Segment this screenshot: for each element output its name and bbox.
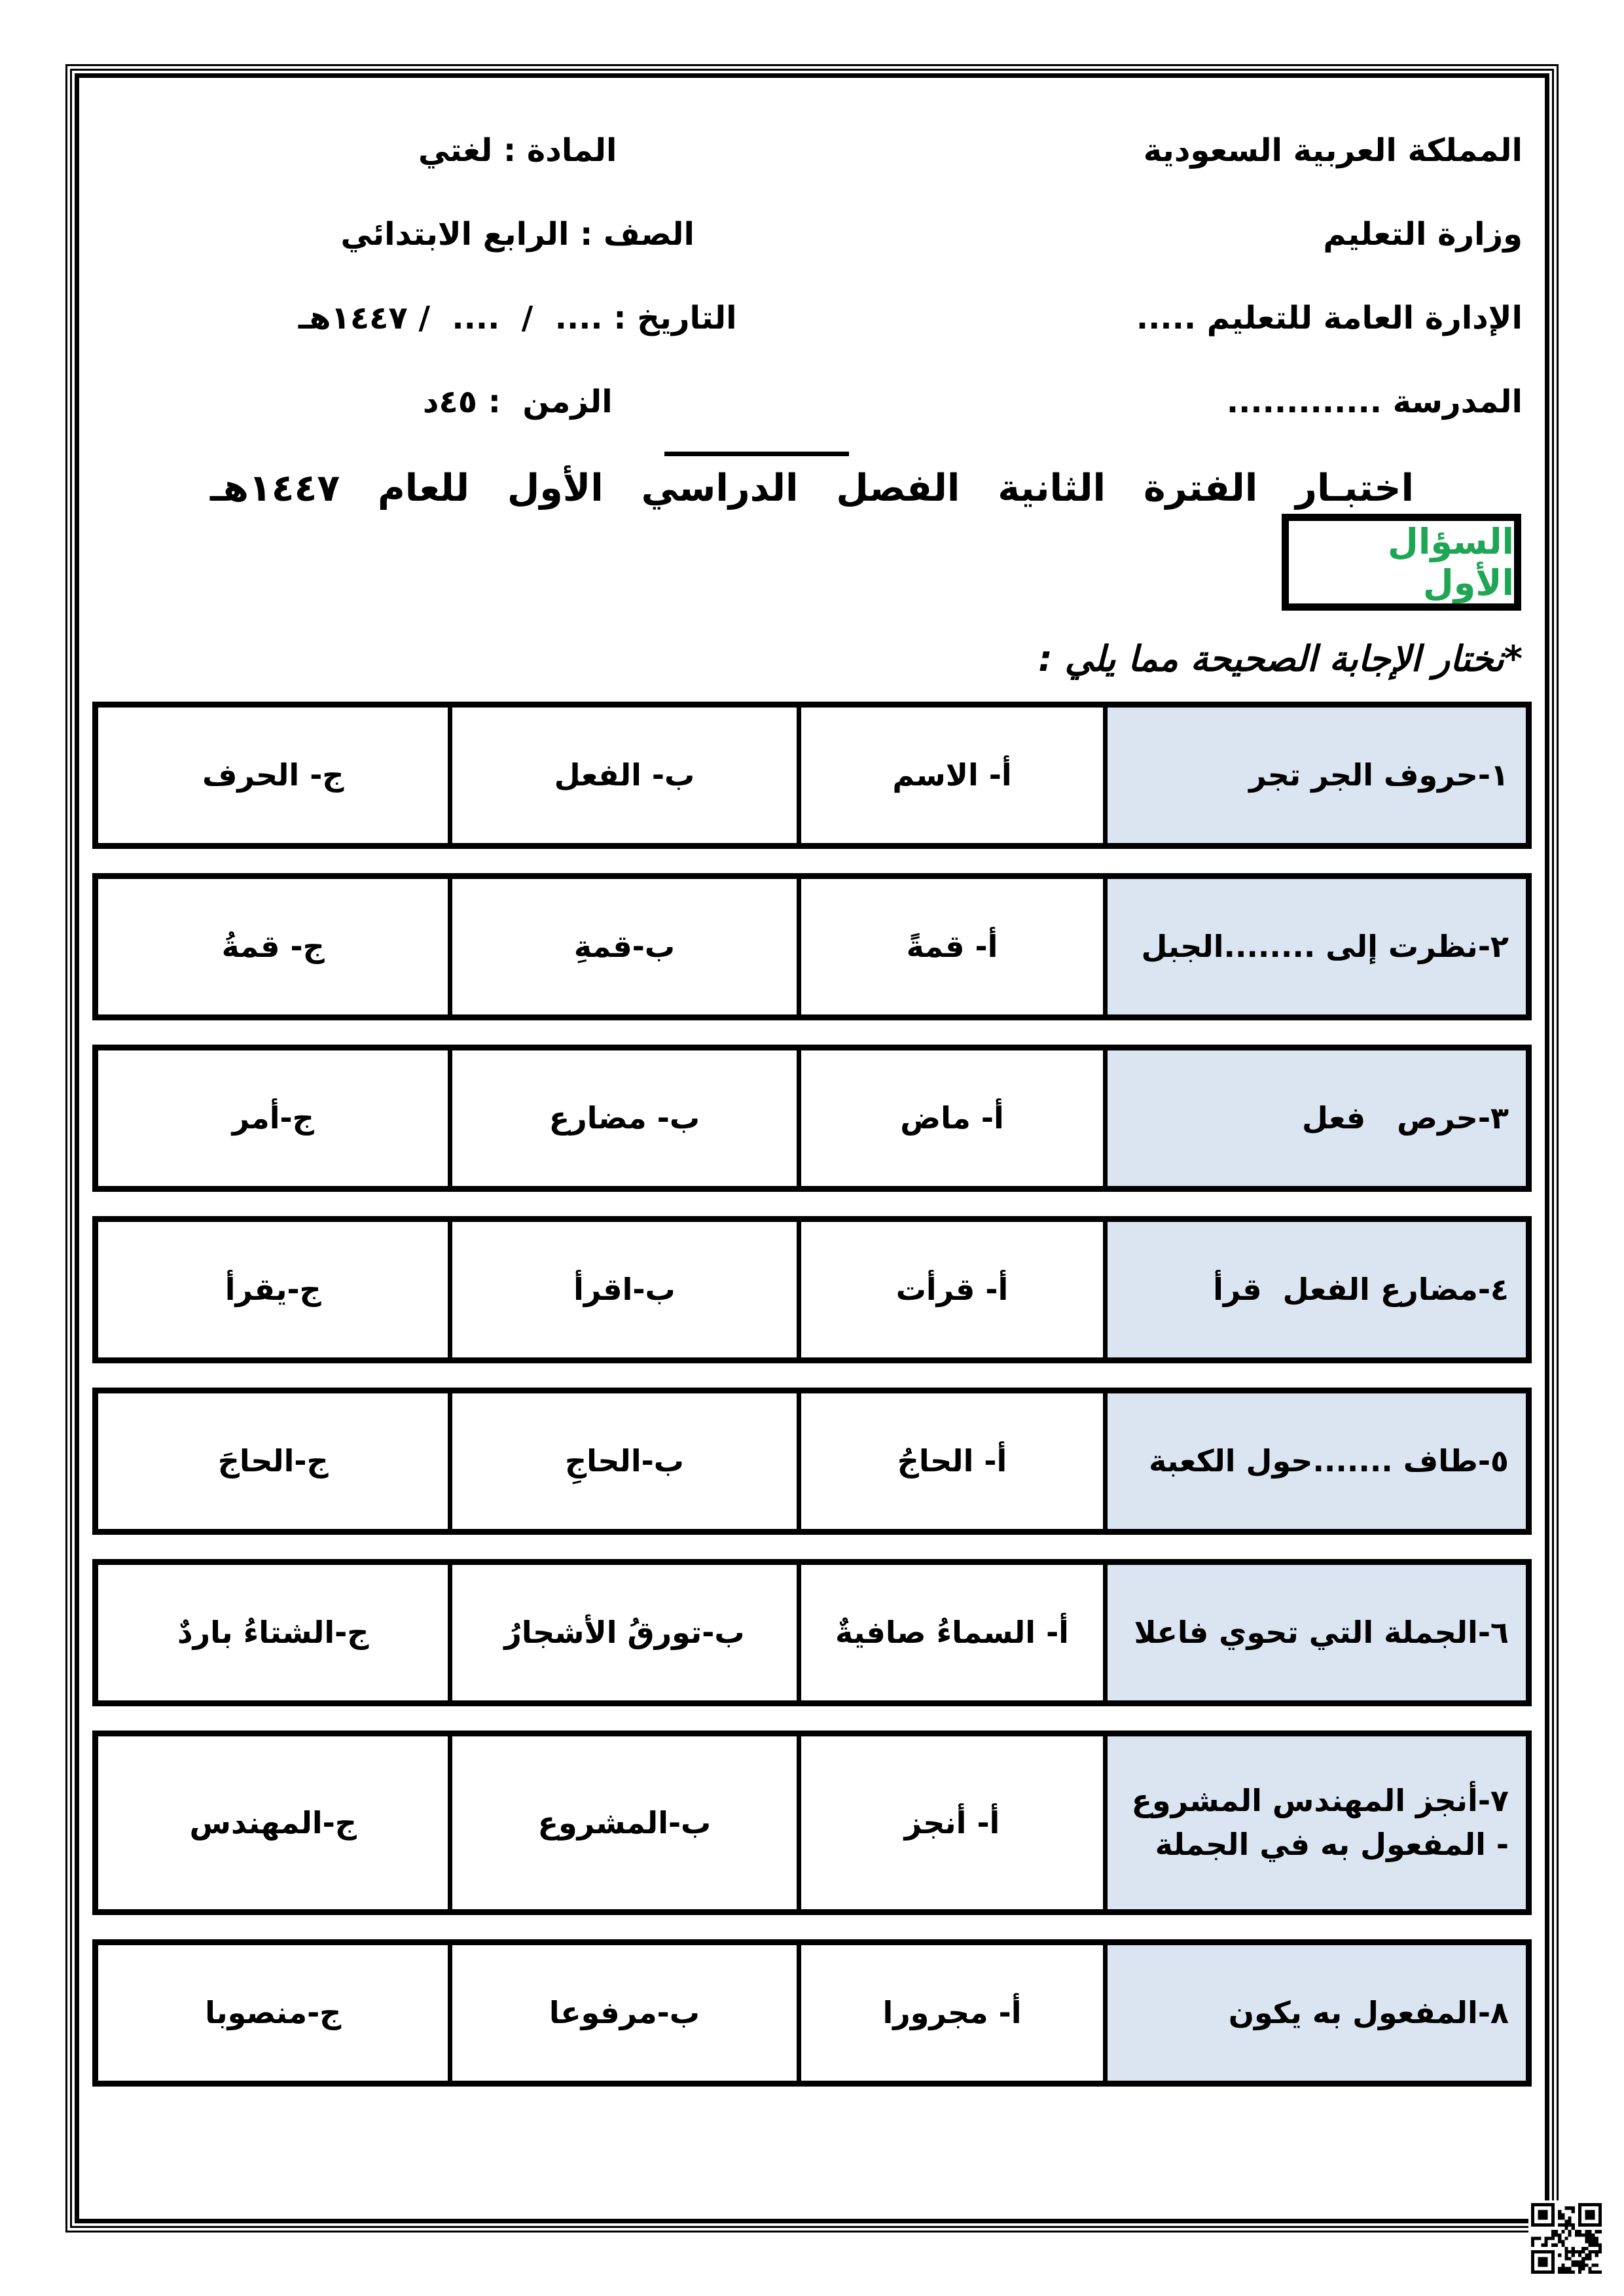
header-left-column: [92, 109, 812, 444]
option-c-cell: ج-يقرأ: [225, 1272, 321, 1308]
option-a-cell: أ- مجرورا: [797, 1945, 1104, 2081]
subject-line: المادة : لغتي: [418, 132, 617, 169]
qr-code: [1528, 2200, 1604, 2276]
question-row-5: [92, 1388, 1532, 1535]
question-cell: ٦-الجملة التي تحوي فاعلا: [1103, 1565, 1526, 1700]
section-badge: [1282, 514, 1521, 611]
page-frame: [65, 64, 1559, 2233]
questions-table: [92, 702, 1532, 2087]
question-cell: ٢-نظرت إلى ........الجبل: [1103, 879, 1526, 1014]
question-cell: ٥-طاف .......حول الكعبة: [1103, 1393, 1526, 1529]
option-a-cell: أ- قمةً: [797, 879, 1104, 1014]
question-cell: ٤-مضارع الفعل قرأ: [1103, 1222, 1526, 1357]
question-row-2: [92, 873, 1532, 1020]
option-a-cell: أ- أنجز: [797, 1736, 1104, 1909]
option-b-cell: ب-اقرأ: [448, 1222, 796, 1357]
question-cell: ٣-حرص فعل: [1103, 1050, 1526, 1186]
option-b-cell: ب-تورقُ الأشجارُ: [448, 1565, 796, 1700]
question-cell: ١-حروف الجر تجر: [1103, 708, 1526, 843]
option-b-cell: ب-قمةِ: [448, 879, 796, 1014]
option-b-cell: ب-مرفوعا: [448, 1945, 796, 2081]
header-country: المملكة العربية السعودية: [1143, 132, 1523, 169]
header-ministry: وزارة التعليم: [1323, 216, 1523, 253]
instruction-line: *نختار الإجابة الصحيحة مما يلي :: [1026, 638, 1523, 679]
question-row-4: [92, 1216, 1532, 1363]
header-school: المدرسة .............: [1226, 384, 1523, 420]
question-row-1: [92, 702, 1532, 849]
option-c-cell: ج-منصوبا: [205, 1995, 342, 2031]
header-divider: [664, 452, 849, 456]
option-c-cell: ج-الحاجَ: [217, 1443, 329, 1479]
exam-header: [92, 109, 1532, 444]
option-b-cell: ب- الفعل: [448, 708, 796, 843]
question-cell: ٧-أنجز المهندس المشروع - المفعول به في الجملة: [1103, 1736, 1526, 1909]
question-row-8: [92, 1939, 1532, 2087]
time-line: الزمن : ٤٥د: [422, 384, 613, 420]
header-directorate: الإدارة العامة للتعليم .....: [1136, 300, 1523, 336]
option-c-cell: ج-المهندس: [189, 1804, 357, 1840]
date-line: التاريخ : .... / .... / ١٤٤٧هـ: [298, 300, 737, 336]
option-a-cell: أ- الاسم: [797, 708, 1104, 843]
page-frame-middle-line: [70, 69, 1554, 2228]
question-row-3: [92, 1045, 1532, 1192]
option-c-cell: ج- قمةُ: [221, 929, 325, 965]
option-b-cell: ب-الحاجِ: [448, 1393, 796, 1529]
option-a-cell: أ- قرأت: [797, 1222, 1104, 1357]
question-cell: ٨-المفعول به يكون: [1103, 1945, 1526, 2081]
option-a-cell: أ- ماض: [797, 1050, 1104, 1186]
option-c-cell: ج- الحرف: [202, 757, 344, 793]
option-a-cell: أ- الحاجُ: [797, 1393, 1104, 1529]
option-c-cell: ج-الشتاءُ باردٌ: [177, 1615, 369, 1651]
question-row-7: [92, 1731, 1532, 1915]
option-a-cell: أ- السماءُ صافيةٌ: [797, 1565, 1104, 1700]
exam-title: اختبـار الفترة الثانية الفصل الدراسي الأول للعام ١٤٤٧هـ: [210, 467, 1414, 510]
option-c-cell: ج-أمر: [232, 1100, 314, 1136]
question-row-6: [92, 1559, 1532, 1706]
grade-line: الصف : الرابع الابتدائي: [340, 216, 695, 253]
option-b-cell: ب- مضارع: [448, 1050, 796, 1186]
header-right-column: [812, 109, 1532, 444]
section-badge-label: السؤال الأول: [1388, 521, 1514, 603]
option-b-cell: ب-المشروع: [448, 1736, 796, 1909]
page-frame-inner-line: [75, 73, 1549, 2223]
